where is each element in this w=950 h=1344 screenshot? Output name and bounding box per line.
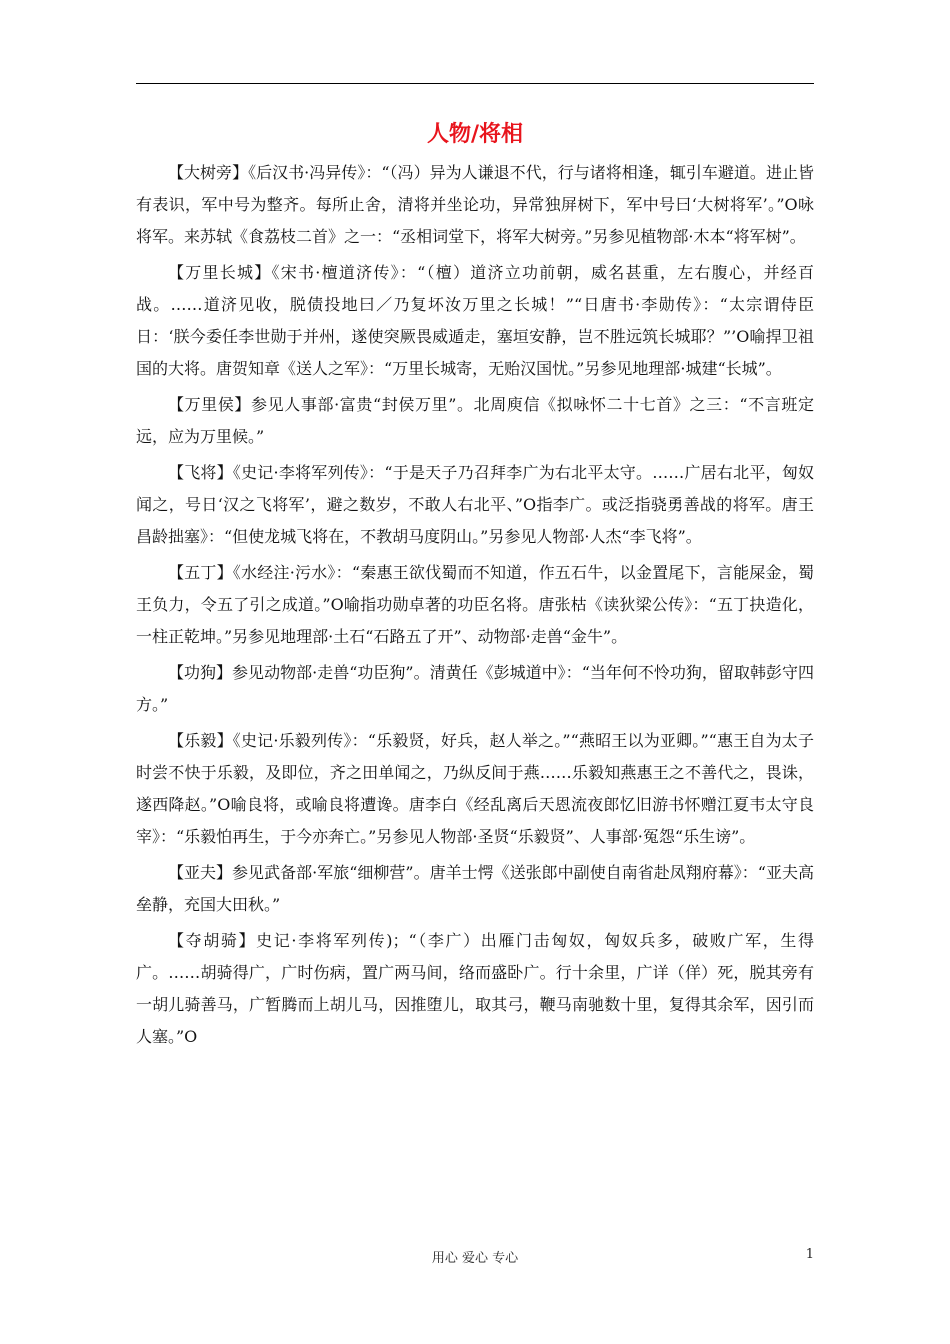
entry-da-shu-pang — [136, 157, 814, 253]
entry-term: 【夺胡骑】 — [168, 931, 257, 950]
entry-text: 《史记·李将军列传》：“于是天子乃召拜李广为右北平太守。……广居右北平，匈奴闻之，号日‘汉之飞将军’，避之数岁，不敢人右北平、”O指李广。或泛指骁勇善战的将军。唐王昌龄拙塞》：“但使龙城飞将在，不教胡马度阴山。”另参见人物部·人杰“李飞将”。 — [136, 463, 814, 546]
page-footer — [136, 1247, 814, 1269]
entry-text: 《水经注·污水》：“秦惠王欲伐蜀而不知道，作五石牛，以金置尾下，言能屎金，蜀王负力，令五了引之成道。”O喻指功勋卓著的功臣名将。唐张枯《读狄梁公传》：“五丁抉造化，一柱正乾坤。”另参见地理部·土石“石路五了开”、动物部·走兽“金牛”。 — [136, 563, 814, 646]
entry-fei-jiang — [136, 457, 814, 553]
entry-yue-yi — [136, 725, 814, 853]
entry-text: 史记·李将军列传)；“（李广）出雁门击匈奴，匈奴兵多，破败广军，生得广。……胡骑得广，广时伤病，置广两马间，络而盛卧广。行十余里，广详（佯）死，脱其旁有一胡儿骑善马，广暂腾而上胡儿马，因推堕儿，取其弓，鞭马南驰数十里，复得其余军，因引而人塞。”O — [136, 931, 814, 1046]
entry-duo-hu-qi — [136, 925, 814, 1053]
entry-term: 【功狗】 — [168, 663, 233, 682]
entry-text: 参见动物部·走兽“功臣狗”。清黄任《彭城道中》：“当年何不怜功狗，留取韩彭守四方。” — [136, 663, 814, 714]
entry-term: 【飞将】 — [168, 463, 233, 482]
entry-term: 【五丁】 — [168, 563, 233, 582]
footer-motto: 用心 爱心 专心 — [431, 1251, 519, 1266]
entry-term: 【万里侯】 — [168, 395, 252, 414]
entry-text: 《后汉书·冯异传》：“（冯）异为人谦退不代，行与诸将相逢，辄引车避道。进止皆有表识，军中号为整齐。每所止舍，清将并坐论功，异常独屏树下，军中号曰‘大树将军’。”O咏将军。来苏轼《食荔枝二首》之一：“丞相词堂下，将军大树旁。”另参见植物部·木本“将军树”。 — [136, 163, 814, 246]
entry-text: 参见武备部·军旅“细柳营”。唐羊士愕《送张郎中副使自南省赴凤翔府幕》：“亚夫高垒静，充国大田秋。” — [136, 863, 814, 914]
entry-term: 【乐毅】 — [168, 731, 233, 750]
page-title: 人物/将相 — [426, 122, 524, 147]
entry-wu-ding — [136, 557, 814, 653]
entry-ya-fu — [136, 857, 814, 921]
header-rule — [136, 83, 814, 84]
entry-text: 参见人事部·富贵“封侯万里”。北周庾信《拟咏怀二十七首》之三：“不言班定远，应为万里候。” — [136, 395, 814, 446]
entry-wan-li-chang-cheng — [136, 257, 814, 385]
entry-term: 【亚夫】 — [168, 863, 233, 882]
entry-text: 《宋书·檀道济传》：“（檀）道济立功前朝，威名甚重，左右腹心，并经百战。……道济见收，脱债投地曰／乃复坏汝万里之长城！”“日唐书·李勋传》：“太宗谓侍臣日：‘朕今委任李世勋于并州，遂使突厥畏威遁走，塞垣安静，岂不胜远筑长城耶？”’O喻捍卫祖国的大将。唐贺知章《送人之军》：“万里长城寄，无贻汉国忧。”另参见地理部·城建“长城”。 — [136, 263, 814, 378]
entry-list — [136, 157, 814, 1057]
page-number: 1 — [805, 1247, 814, 1262]
entry-term: 【大树旁】 — [168, 163, 249, 182]
entry-gong-gou — [136, 657, 814, 721]
entry-wan-li-hou — [136, 389, 814, 453]
entry-text: 《史记·乐毅列传》：“乐毅贤，好兵，赵人举之。”“燕昭王以为亚卿。”“惠王自为太子时尝不快于乐毅，及即位，齐之田单闻之，乃纵反间于燕……乐毅知燕惠王之不善代之，畏诛，遂西降赵。”O喻良将，或喻良将遭谗。唐李白《经乱离后天恩流夜郎忆旧游书怀赠江夏韦太守良宰》：“乐毅怕再生，于今亦奔亡。”另参见人物部·圣贤“乐毅贤”、人事部·冤怨“乐生谤”。 — [136, 731, 814, 846]
entry-term: 【万里长城】 — [168, 263, 272, 282]
